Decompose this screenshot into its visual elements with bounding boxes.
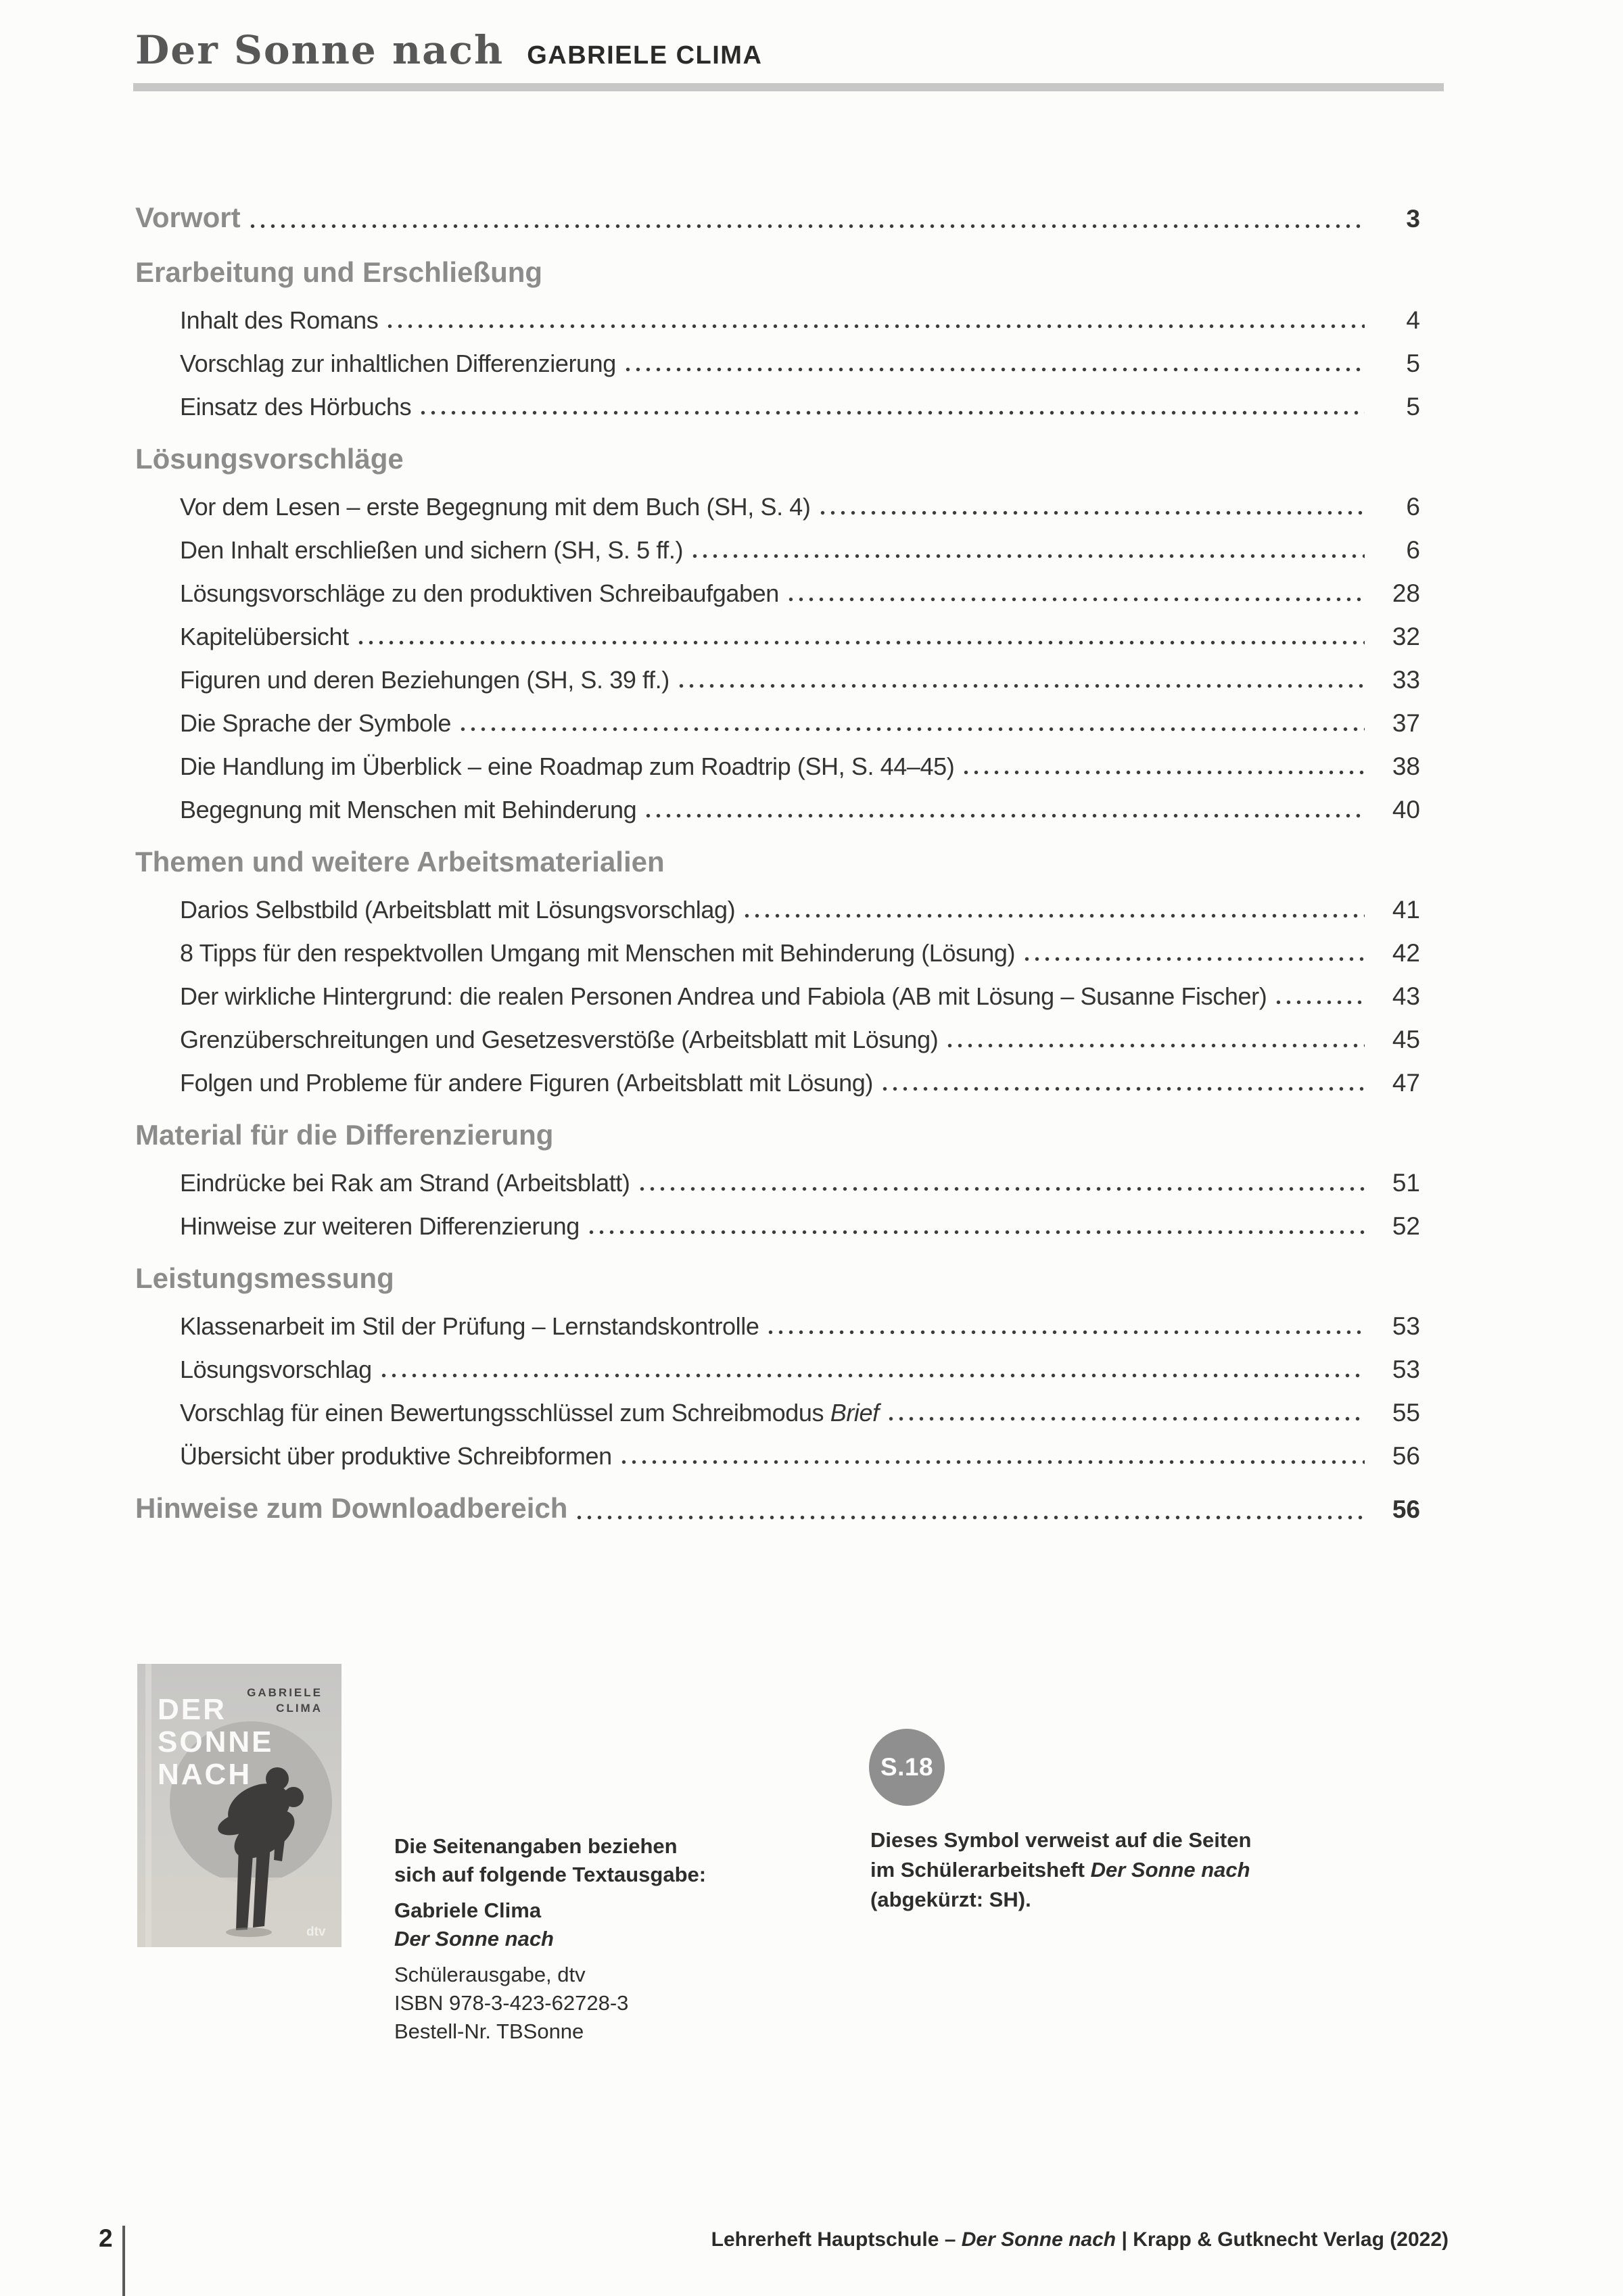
toc-page-number: 33 — [1392, 666, 1420, 694]
toc-label: Grenzüberschreitungen und Gesetzesverstöße (Arbeitsblatt mit Lösung) — [180, 1026, 939, 1053]
page-ref-badge-label: S.18 — [880, 1753, 934, 1781]
dot-leader — [768, 1330, 1365, 1335]
svg-text:NACH: NACH — [158, 1758, 252, 1791]
toc-entry — [135, 1170, 1420, 1197]
toc-label: Erarbeitung und Erschließung — [135, 256, 543, 288]
toc-entry — [135, 1356, 1420, 1383]
toc-label: Leistungsmessung — [135, 1262, 394, 1294]
toc-page-number: 28 — [1392, 579, 1420, 607]
dot-leader — [381, 1373, 1365, 1378]
toc-entry — [135, 537, 1420, 564]
toc-label: Die Sprache der Symbole — [180, 709, 452, 737]
svg-text:CLIMA: CLIMA — [276, 1702, 323, 1715]
edition-note-intro: Die Seitenangaben beziehen sich auf folgende Textausgabe: — [394, 1834, 707, 1886]
book-title-logo: Der Sonne nach — [135, 27, 504, 73]
figure-shadow — [226, 1928, 272, 1937]
toc-label: Begegnung mit Menschen mit Behinderung — [180, 796, 637, 823]
svg-text:SONNE: SONNE — [158, 1725, 274, 1759]
toc-page-number: 52 — [1392, 1212, 1420, 1240]
page-ref-badge — [869, 1729, 945, 1806]
toc-page-number: 47 — [1392, 1069, 1420, 1097]
dot-leader — [883, 1086, 1365, 1091]
toc-page-number: 37 — [1392, 709, 1420, 737]
dot-leader — [1276, 1000, 1365, 1005]
toc-label: Eindrücke bei Rak am Strand (Arbeitsblatt) — [180, 1169, 630, 1197]
toc-label: Vor dem Lesen – erste Begegnung mit dem Buch (SH, S. 4) — [180, 493, 811, 521]
toc-entry — [135, 983, 1420, 1010]
toc-page-number: 42 — [1392, 939, 1420, 967]
toc-label: Vorschlag für einen Bewertungsschlüssel zum Schreibmodus Brief — [180, 1399, 879, 1427]
dot-leader — [964, 770, 1365, 775]
toc-entry — [135, 1443, 1420, 1470]
dot-leader — [640, 1187, 1365, 1191]
dot-leader — [1025, 957, 1365, 961]
dot-leader — [692, 554, 1365, 558]
toc-page-number: 53 — [1392, 1356, 1420, 1383]
toc-page-number: 40 — [1392, 796, 1420, 823]
toc-page-number: 5 — [1406, 350, 1420, 377]
dot-leader — [358, 640, 1365, 645]
toc-section-header — [135, 1493, 1420, 1525]
toc-label: Inhalt des Romans — [180, 306, 379, 334]
toc-page-number: 43 — [1392, 982, 1420, 1010]
edition-info-section — [135, 1660, 1420, 2079]
toc-section-header — [135, 1263, 1420, 1294]
edition-note — [394, 1832, 746, 2046]
toc-page-number: 6 — [1406, 536, 1420, 564]
toc-section-header — [135, 203, 1420, 234]
toc-label: Lösungsvorschläge — [135, 443, 404, 475]
toc-label: Darios Selbstbild (Arbeitsblatt mit Lösungsvorschlag) — [180, 896, 736, 924]
dot-leader — [421, 410, 1365, 415]
toc-page-number: 51 — [1392, 1169, 1420, 1197]
toc-page-number: 45 — [1392, 1026, 1420, 1053]
toc-entry — [135, 623, 1420, 650]
toc-entry — [135, 307, 1420, 334]
dot-leader — [461, 727, 1365, 732]
toc-entry — [135, 796, 1420, 823]
toc-page-number: 53 — [1392, 1312, 1420, 1340]
toc-label: Figuren und deren Beziehungen (SH, S. 39 ff.) — [180, 666, 669, 694]
toc-entry — [135, 667, 1420, 694]
toc-page-number: 5 — [1406, 393, 1420, 421]
toc-label: Material für die Differenzierung — [135, 1119, 554, 1151]
toc-label: Kapitelübersicht — [180, 623, 349, 650]
footer-credit-line: Lehrerheft Hauptschule – Der Sonne nach | Krapp & Gutknecht Verlag (2022) — [711, 2228, 1449, 2251]
toc-label: Klassenarbeit im Stil der Prüfung – Lernstandskontrolle — [180, 1312, 759, 1340]
footer-page-number: 2 — [99, 2224, 113, 2252]
toc-page-number: 38 — [1392, 752, 1420, 780]
book-cover-thumbnail — [137, 1664, 342, 1947]
toc-label: Der wirkliche Hintergrund: die realen Personen Andrea und Fabiola (AB mit Lösung – Susanne Fischer) — [180, 982, 1267, 1010]
dot-leader — [820, 510, 1365, 515]
page-header — [135, 27, 762, 73]
dot-leader — [626, 367, 1365, 372]
toc-label: Folgen und Probleme für andere Figuren (Arbeitsblatt mit Lösung) — [180, 1069, 873, 1097]
toc-label: Die Handlung im Überblick – eine Roadmap zum Roadtrip (SH, S. 44–45) — [180, 752, 955, 780]
dot-leader — [577, 1515, 1365, 1520]
dot-leader — [745, 913, 1365, 918]
toc-entry — [135, 1026, 1420, 1053]
book-author: GABRIELE CLIMA — [527, 41, 763, 70]
toc-label: Übersicht über produktive Schreibformen — [180, 1442, 612, 1470]
toc-page-number: 3 — [1406, 205, 1420, 233]
dot-leader — [589, 1230, 1365, 1235]
toc-label: Hinweise zur weiteren Differenzierung — [180, 1212, 580, 1240]
edition-title: Der Sonne nach — [394, 1927, 554, 1951]
toc-label: Hinweise zum Downloadbereich — [135, 1492, 568, 1524]
cover-spine-highlight — [145, 1664, 151, 1947]
edition-type: Schülerausgabe, dtv — [394, 1963, 586, 1986]
toc-page-number: 6 — [1406, 493, 1420, 521]
svg-text:DER: DER — [158, 1693, 227, 1726]
dot-leader — [889, 1416, 1365, 1421]
toc-section-header — [135, 1120, 1420, 1151]
toc-page-number: 55 — [1392, 1399, 1420, 1427]
toc-label: Vorwort — [135, 201, 241, 233]
toc-entry — [135, 1400, 1420, 1427]
cover-publisher-logo: dtv — [306, 1925, 326, 1939]
toc-label: Lösungsvorschlag — [180, 1356, 372, 1383]
toc-section-header — [135, 444, 1420, 475]
toc-label: Themen und weitere Arbeitsmaterialien — [135, 846, 665, 878]
edition-order-number: Bestell-Nr. TBSonne — [394, 2019, 584, 2043]
dot-leader — [646, 813, 1365, 818]
toc-entry — [135, 896, 1420, 924]
toc-page-number: 56 — [1392, 1442, 1420, 1470]
toc-entry — [135, 1070, 1420, 1097]
toc-entry — [135, 1313, 1420, 1340]
toc-label: Einsatz des Hörbuchs — [180, 393, 412, 421]
toc-page-number: 4 — [1406, 306, 1420, 334]
toc-label-italic: Brief — [830, 1399, 879, 1427]
toc-page-number: 32 — [1392, 623, 1420, 650]
toc-label: Vorschlag zur inhaltlichen Differenzierung — [180, 350, 616, 377]
dot-leader — [947, 1043, 1365, 1048]
edition-author: Gabriele Clima — [394, 1898, 542, 1922]
edition-isbn: ISBN 978-3-423-62728-3 — [394, 1991, 629, 2015]
toc-entry — [135, 940, 1420, 967]
table-of-contents — [135, 203, 1420, 1544]
toc-section-header — [135, 846, 1420, 878]
header-rule — [133, 83, 1444, 91]
toc-entry — [135, 393, 1420, 421]
dot-leader — [789, 597, 1365, 602]
toc-label: 8 Tipps für den respektvollen Umgang mit Menschen mit Behinderung (Lösung) — [180, 939, 1016, 967]
toc-page-number: 56 — [1392, 1496, 1420, 1523]
toc-entry — [135, 494, 1420, 521]
dot-leader — [621, 1460, 1365, 1464]
toc-page-number: 41 — [1392, 896, 1420, 924]
toc-entry — [135, 350, 1420, 377]
dot-leader — [387, 324, 1365, 329]
dot-leader — [250, 224, 1365, 229]
toc-entry — [135, 753, 1420, 780]
toc-label: Lösungsvorschläge zu den produktiven Schreibaufgaben — [180, 579, 779, 607]
toc-section-header — [135, 257, 1420, 288]
symbol-legend-text: Dieses Symbol verweist auf die Seiten im Schülerarbeitsheft Der Sonne nach (abgekürzt: SH). — [870, 1828, 1252, 1911]
toc-entry — [135, 580, 1420, 607]
book-cover-art — [137, 1664, 342, 1947]
dot-leader — [679, 684, 1365, 688]
toc-entry — [135, 1213, 1420, 1240]
toc-label: Den Inhalt erschließen und sichern (SH, S. 5 ff.) — [180, 536, 684, 564]
svg-text:GABRIELE: GABRIELE — [247, 1686, 323, 1699]
toc-entry — [135, 710, 1420, 737]
